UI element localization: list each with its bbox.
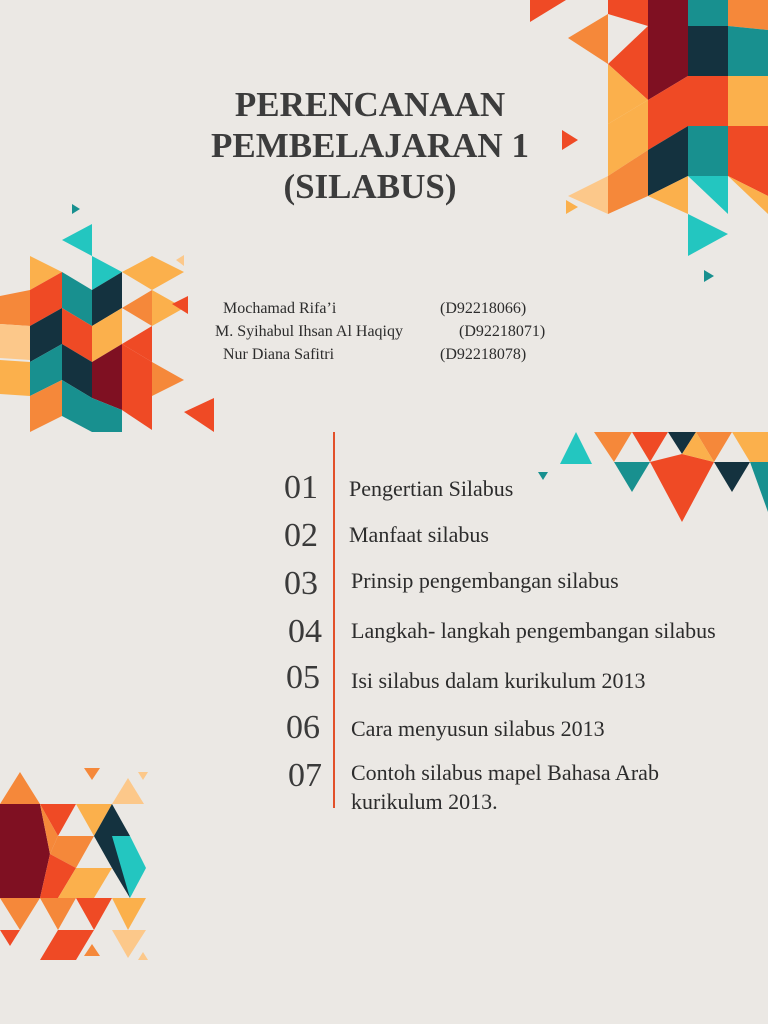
agenda-item-text: Isi silabus dalam kurikulum 2013 bbox=[351, 668, 646, 693]
agenda-item-05 bbox=[0, 658, 768, 704]
agenda-item-number: 03 bbox=[284, 565, 318, 602]
author-id: (D92218066) bbox=[440, 300, 527, 317]
author-row bbox=[215, 297, 595, 320]
agenda-item-number: 06 bbox=[286, 709, 320, 746]
title-line-2: PEMBELAJARAN 1 bbox=[211, 126, 529, 165]
agenda-item-number: 02 bbox=[284, 517, 318, 554]
agenda-item-03 bbox=[0, 564, 768, 610]
author-name: Nur Diana Safitri bbox=[223, 346, 335, 363]
agenda-item-text: Cara menyusun silabus 2013 bbox=[351, 716, 605, 741]
author-name: Mochamad Rifa’i bbox=[223, 300, 337, 317]
title-line-1: PERENCANAAN bbox=[234, 85, 506, 124]
author-row bbox=[215, 320, 595, 343]
agenda-item-01 bbox=[0, 468, 768, 514]
author-list bbox=[215, 297, 595, 366]
agenda-item-06 bbox=[0, 708, 768, 754]
author-id: (D92218078) bbox=[440, 346, 527, 363]
agenda-item-text: Contoh silabus mapel Bahasa Arab kurikulum 2013. bbox=[351, 760, 659, 814]
author-row bbox=[215, 343, 595, 366]
agenda-item-number: 07 bbox=[288, 757, 322, 794]
agenda-item-text: Pengertian Silabus bbox=[349, 476, 514, 501]
slide-title bbox=[150, 84, 590, 207]
agenda-item-number: 01 bbox=[284, 469, 318, 506]
agenda-item-04 bbox=[0, 612, 768, 658]
agenda-item-number: 05 bbox=[286, 659, 320, 696]
agenda-item-07 bbox=[0, 756, 768, 820]
agenda-item-text: Prinsip pengembangan silabus bbox=[351, 568, 619, 593]
agenda-item-text: Manfaat silabus bbox=[349, 522, 489, 547]
agenda-item-number: 04 bbox=[288, 613, 322, 650]
author-name: M. Syihabul Ihsan Al Haqiqy bbox=[215, 323, 403, 340]
agenda-item-text: Langkah- langkah pengembangan silabus bbox=[351, 618, 716, 643]
title-line-3: (SILABUS) bbox=[283, 167, 457, 206]
geometric-decoration-left bbox=[0, 200, 220, 440]
agenda-item-02 bbox=[0, 516, 768, 562]
author-id: (D92218071) bbox=[459, 323, 546, 340]
